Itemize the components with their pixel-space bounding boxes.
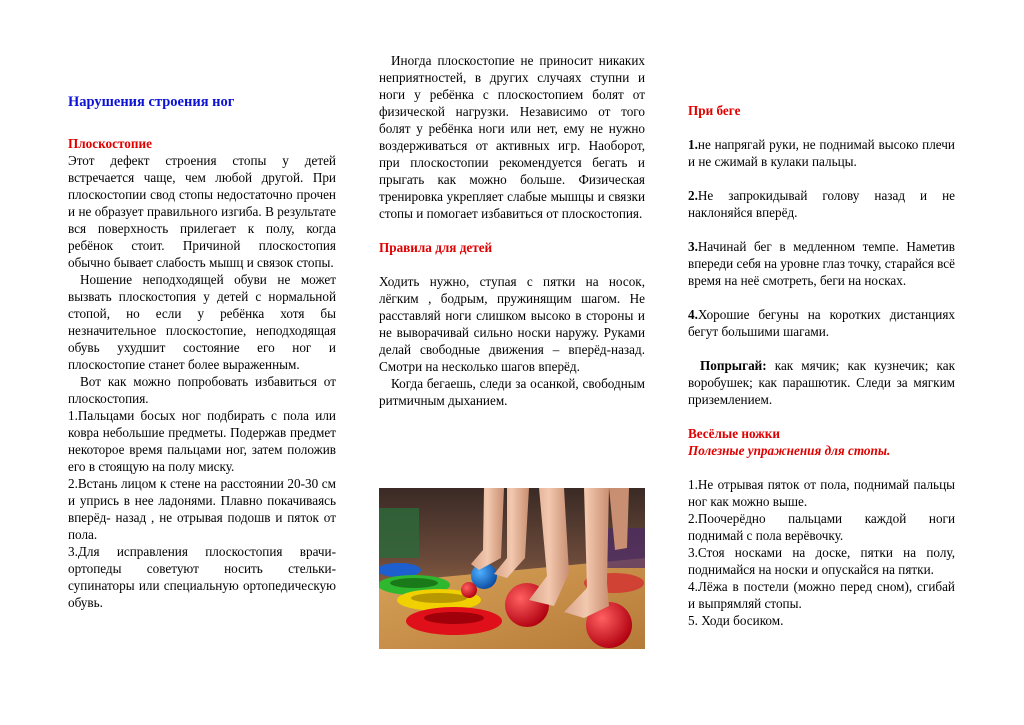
running-rule-4-text: Хорошие бегуны на коротких дистанциях бегут большими шагами. (688, 307, 955, 339)
running-rule-2 (688, 187, 955, 221)
running-rule-1-number: 1. (688, 137, 698, 152)
jump-text: как мячик; как кузнечик; как воробушек; как парашютик. Следи за мягким приземлением. (688, 358, 955, 407)
exercise-4: 4.Лёжа в постели (можно перед сном), сгибай и выпрямляй стопы. (688, 579, 955, 611)
running-rule-1 (688, 136, 955, 170)
running-rule-4 (688, 306, 955, 340)
middle-column (379, 52, 645, 409)
exercise-3: 3.Стоя носками на доске, пятки на полу, поднимайся на носки и опускайся на пятки. (688, 545, 955, 577)
left-column (68, 94, 336, 611)
running-rule-3-text: Начинай бег в медленном темпе. Наметив впереди себя на уровне глаз точку, старайся всё время на неё смотреть, беги на носках. (688, 239, 955, 288)
foot-exercises-subheading: Полезные упражнения для стопы. (688, 443, 891, 458)
walking-rules-paragraph: Ходить нужно, ступая с пятки на носок, лёгким , бодрым, пружинящим шагом. Не расставляй ноги слишком высоко в стороны и не выворачивай сильно носки наружу. Руками делай свободные движения – вперёд-назад. Смотри на несколько шагов вперёд. (379, 274, 645, 374)
running-rule-1-text: не напрягай руки, не поднимай высоко плечи и не сжимай в кулаки пальцы. (688, 137, 955, 169)
exercise-1: 1.Не отрывая пяток от пола, поднимай пальцы ног как можно выше. (688, 477, 955, 509)
fix-item-2: 2.Встань лицом к стене на расстоянии 20-30 см и упрись в нее ладонями. Плавно покачиваясь вперёд- назад , не отрывая подошв и пяток от пола. (68, 476, 336, 542)
running-rule-3-number: 3. (688, 239, 698, 254)
running-rule-4-number: 4. (688, 307, 698, 322)
running-rule-2-number: 2. (688, 188, 698, 203)
jump-label: Попрыгай: (700, 358, 767, 373)
activity-paragraph: Иногда плоскостопие не приносит никаких неприятностей, в других случаях ступни и ноги у ребёнка с плоскостопием болят от физической нагрузки. Независимо от того болят у ребёнка ноги или нет, ему не нужно воздерживаться от активных игр. Наоборот, при плоскостопии рекомендуется бегать и прыгать как можно больше. Физическая тренировка укрепляет слабые мышцы и связки стопы и помогает избавиться от плоскостопия. (379, 53, 645, 221)
fix-item-3: 3.Для исправления плоскостопия врачи-ортопеды советуют носить стельки-супинаторы или специальную ортопедическую обувь. (68, 544, 336, 610)
rules-heading: Правила для детей (379, 240, 493, 255)
feet-exercise-photo (379, 488, 645, 649)
flatfoot-heading: Плоскостопие (68, 136, 152, 151)
jump-paragraph (688, 357, 955, 408)
flatfoot-intro-paragraph: Этот дефект строения стопы у детей встречается чаще, чем любой другой. При плоскостопии свод стопы недостаточно прочен и не образует правильного изгиба. В результате вся поверхность прилегает к полу, когда ребёнок стоит. Причиной плоскостопия обычно бывает слабость мышц и связок стопы. (68, 153, 336, 270)
right-column (688, 102, 955, 629)
exercise-5: 5. Ходи босиком. (688, 613, 784, 628)
exercise-2: 2.Поочерёдно пальцами каждой ноги поднимай с пола верёвочку. (688, 511, 955, 543)
how-to-fix-paragraph: Вот как можно попробовать избавиться от плоскостопия. (68, 374, 336, 406)
running-heading: При беге (688, 103, 741, 118)
happy-legs-heading: Весёлые ножки (688, 426, 780, 441)
shoes-paragraph: Ношение неподходящей обуви не может вызвать плоскостопия у детей с нормальной стопой, но если у ребёнка хотя бы незначительное плоскостопие, неподходящая обувь ухудшит состояние его ног и плоскостопие станет более выраженным. (68, 272, 336, 372)
fix-item-1: 1.Пальцами босых ног подбирать с пола или ковра небольшие предметы. Подержав предмет некоторое время пальцами ног, затем положив его в стоящую на полу миску. (68, 408, 336, 474)
running-rule-2-text: Не запрокидывай голову назад и не наклоняйся вперёд. (688, 188, 955, 220)
running-rule-3 (688, 238, 955, 289)
running-posture-paragraph: Когда бегаешь, следи за осанкой, свободным ритмичным дыханием. (379, 376, 645, 408)
page-title: Нарушения строения ног (68, 94, 235, 110)
